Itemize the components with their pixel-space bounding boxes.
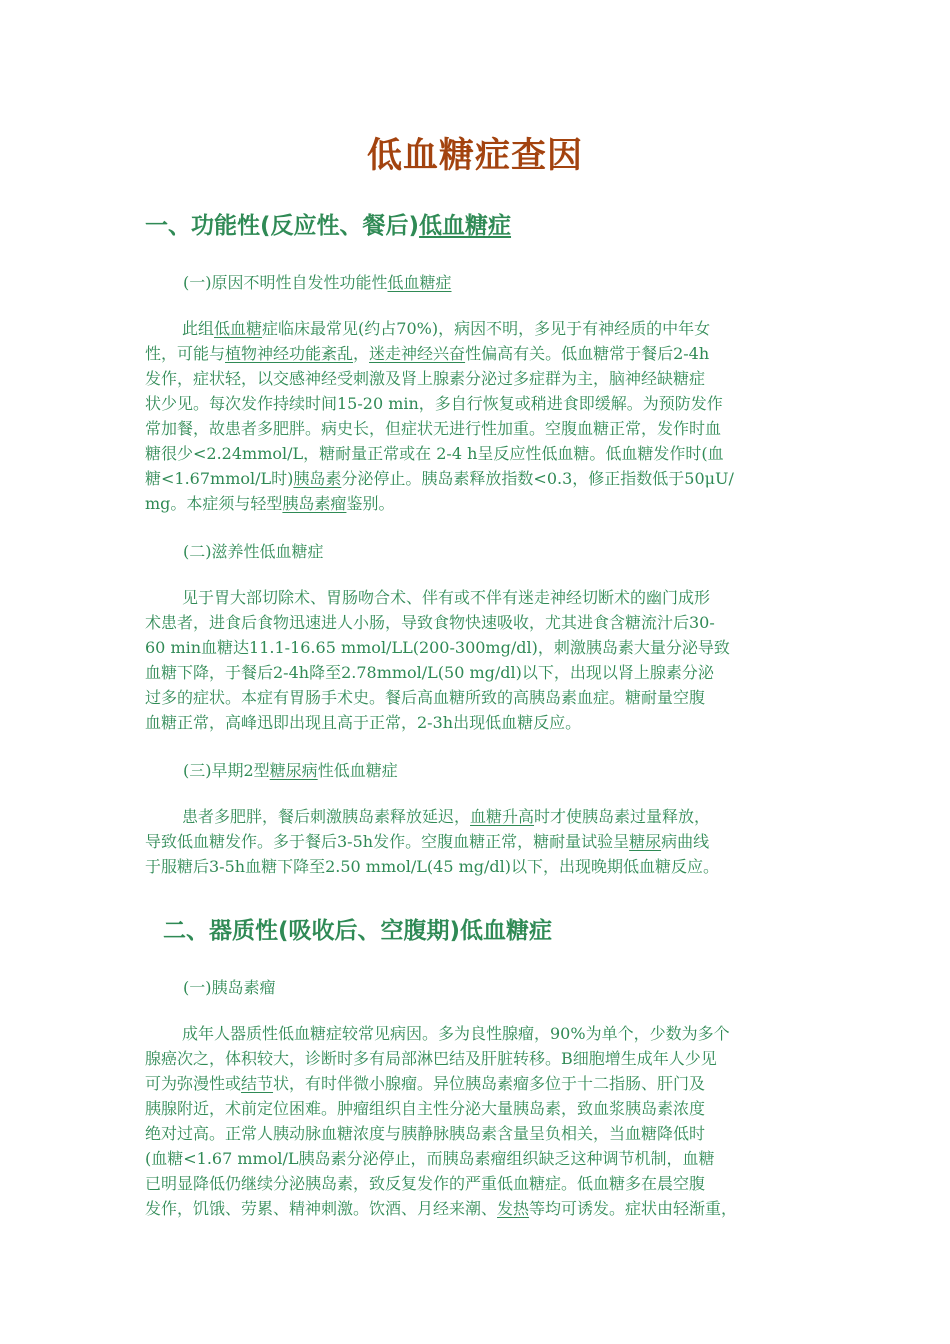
subsection-heading-text: (一)原因不明性自发性功能性 xyxy=(183,273,388,292)
fever-link[interactable]: 发热 xyxy=(497,1199,530,1218)
insulinoma-link[interactable]: 胰岛素瘤 xyxy=(282,494,347,513)
text-line: 腺癌次之，体积较大，诊断时多有局部淋巴结及肝脏转移。B细胞增生成年人少见 xyxy=(145,1049,717,1068)
vagus-excitation-link[interactable]: 迷走神经兴奋 xyxy=(369,344,466,363)
text-line: 血糖下降，于餐后2-4h降至2.78mmol/L(50 mg/dl)以下，出现以肾上腺素分泌 xyxy=(145,663,714,682)
subsection-heading-alimentary: (二)滋养性低血糖症 xyxy=(183,542,324,561)
section-heading-functional xyxy=(145,207,511,240)
hypoglycemia-link[interactable]: 低血糖症 xyxy=(419,213,512,239)
text-line: 成年人器质性低血糖症较常见病因。多为良性腺瘤，90%为单个，少数为多个 xyxy=(182,1024,730,1043)
page-title: 低血糖症查因 xyxy=(366,136,583,176)
text-line: 性，可能与植物神经功能紊乱，迷走神经兴奋性偏高有关。低血糖常于餐后2-4h xyxy=(145,344,710,363)
text-line: 绝对过高。正常人胰动脉血糖浓度与胰静脉胰岛素含量呈负相关，当血糖降低时 xyxy=(145,1124,706,1143)
nodule-link[interactable]: 结节 xyxy=(241,1074,274,1093)
text-line: 发作，饥饿、劳累、精神刺激。饮酒、月经来潮、发热等均可诱发。症状由轻渐重， xyxy=(145,1199,738,1218)
hypoglycemia-link[interactable]: 低血糖症 xyxy=(387,273,452,292)
text-line: 此组低血糖症临床最常见(约占70%)，病因不明，多见于有神经质的中年女 xyxy=(182,319,711,338)
text-line: mg。本症须与轻型胰岛素瘤鉴别。 xyxy=(145,494,395,513)
diabetes-link[interactable]: 糖尿 xyxy=(629,832,662,851)
text-line: 胰腺附近，术前定位困难。肿瘤组织自主性分泌大量胰岛素，致血浆胰岛素浓度 xyxy=(145,1099,706,1118)
hypoglycemia-link[interactable]: 低血糖 xyxy=(214,319,263,338)
text-line: 过多的症状。本症有胃肠手术史。餐后高血糖所致的高胰岛素血症。糖耐量空腹 xyxy=(145,688,706,707)
text-line: 状少见。每次发作持续时间15-20 min，多自行恢复或稍进食即缓解。为预防发作 xyxy=(145,394,723,413)
text-line: 60 min血糖达11.1-16.65 mmol/LL(200-300mg/dl)，刺激胰岛素大量分泌导致 xyxy=(145,638,730,657)
blood-sugar-rise-link[interactable]: 血糖升高 xyxy=(470,807,535,826)
section-heading-text: 一、功能性(反应性、餐后) xyxy=(145,213,420,239)
text-line: 可为弥漫性或结节状，有时伴微小腺瘤。异位胰岛素瘤多位于十二指肠、肝门及 xyxy=(145,1074,706,1093)
subsection-heading-idiopathic xyxy=(183,270,452,293)
text-line: 糖很少<2.24mmol/L，糖耐量正常或在 2-4 h呈反应性低血糖。低血糖发作时(血 xyxy=(145,444,724,463)
text-line: 见于胃大部切除术、胃肠吻合术、伴有或不伴有迷走神经切断术的幽门成形 xyxy=(182,588,711,607)
text-line: 导致低血糖发作。多于餐后3-5h发作。空腹血糖正常，糖耐量试验呈糖尿病曲线 xyxy=(145,832,710,851)
subsection-heading-insulinoma: (一)胰岛素瘤 xyxy=(183,978,276,997)
autonomic-disorder-link[interactable]: 植物神经功能紊乱 xyxy=(225,344,354,363)
text-line: 已明显降低仍继续分泌胰岛素，致反复发作的严重低血糖症。低血糖多在晨空腹 xyxy=(145,1174,706,1193)
text-line: 血糖正常，高峰迅即出现且高于正常，2-3h出现低血糖反应。 xyxy=(145,713,582,732)
text-line: 糖<1.67mmol/L时)胰岛素分泌停止。胰岛素释放指数<0.3，修正指数低于50μU/ xyxy=(145,469,734,488)
text-line: 常加餐，故患者多肥胖。病史长，但症状无进行性加重。空腹血糖正常，发作时血 xyxy=(145,419,722,438)
paragraph-idiopathic xyxy=(145,316,807,516)
insulin-link[interactable]: 胰岛素 xyxy=(293,469,342,488)
diabetes-link[interactable]: 糖尿病 xyxy=(269,761,318,780)
text-line: (血糖<1.67 mmol/L胰岛素分泌停止，而胰岛素瘤组织缺乏这种调节机制，血糖 xyxy=(145,1149,715,1168)
text-line: 患者多肥胖，餐后刺激胰岛素释放延迟，血糖升高时才使胰岛素过量释放， xyxy=(182,807,711,826)
text-line: 于服糖后3-5h血糖下降至2.50 mmol/L(45 mg/dl)以下，出现晚期低血糖反应。 xyxy=(145,857,719,876)
text-line: 发作，症状轻，以交感神经受刺激及肾上腺素分泌过多症群为主，脑神经缺糖症 xyxy=(145,369,706,388)
section-heading-organic: 二、器质性(吸收后、空腹期)低血糖症 xyxy=(163,918,553,944)
paragraph-insulinoma xyxy=(145,1021,807,1221)
subsection-heading-early-diabetes: (三)早期2型糖尿病性低血糖症 xyxy=(183,761,398,780)
paragraph-alimentary xyxy=(145,585,807,735)
text-line: 术患者，进食后食物迅速进人小肠，导致食物快速吸收，尤其进食含糖流汁后30- xyxy=(145,613,715,632)
paragraph-early-diabetes xyxy=(145,804,807,879)
